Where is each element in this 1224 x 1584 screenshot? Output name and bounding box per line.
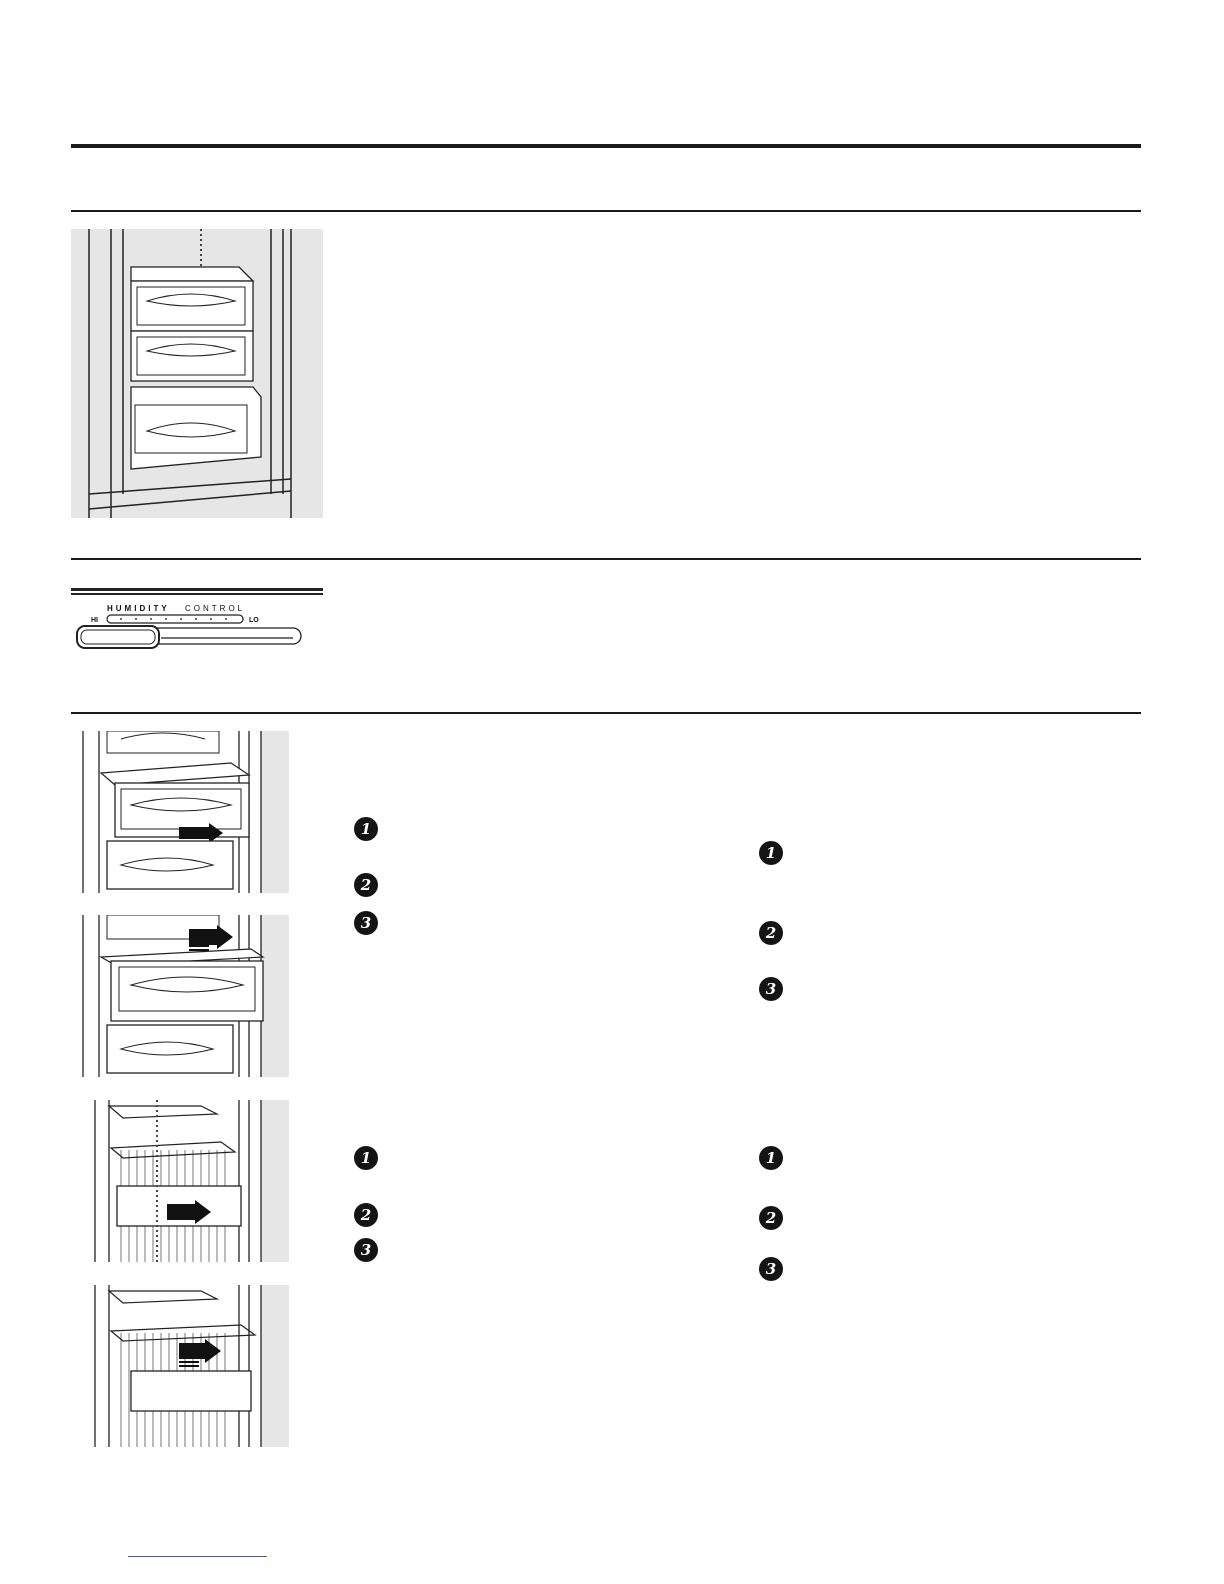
drawer-replacement-illustration (71, 915, 289, 1077)
step-number-icon: 3 (354, 1238, 378, 1262)
header-rule-top (71, 144, 1141, 148)
step-number-icon: 1 (759, 841, 783, 865)
basket-replacement-illustration (71, 1285, 289, 1447)
step-number-icon: 2 (354, 873, 378, 897)
section-rule-1 (71, 210, 1141, 212)
humidity-label-bold: HUMIDITY (107, 604, 170, 613)
humidity-label-light: CONTROL (185, 604, 246, 613)
humidity-control-illustration (71, 588, 323, 654)
crisper-drawers-illustration (71, 229, 323, 518)
section-rule-2 (71, 558, 1141, 560)
drawer-removal-illustration (71, 731, 289, 893)
footer-link-underline[interactable] (128, 1556, 267, 1557)
step-number-icon: 2 (759, 921, 783, 945)
step-number-icon: 3 (759, 977, 783, 1001)
step-number-icon: 1 (354, 1146, 378, 1170)
hi-label: HI (91, 617, 98, 624)
section-rule-3 (71, 712, 1141, 714)
step-number-icon: 1 (759, 1146, 783, 1170)
step-number-icon: 3 (759, 1257, 783, 1281)
basket-removal-illustration (71, 1100, 289, 1262)
step-number-icon: 2 (759, 1206, 783, 1230)
step-number-icon: 2 (354, 1203, 378, 1227)
step-number-icon: 3 (354, 911, 378, 935)
step-number-icon: 1 (354, 817, 378, 841)
lo-label: LO (249, 617, 259, 624)
